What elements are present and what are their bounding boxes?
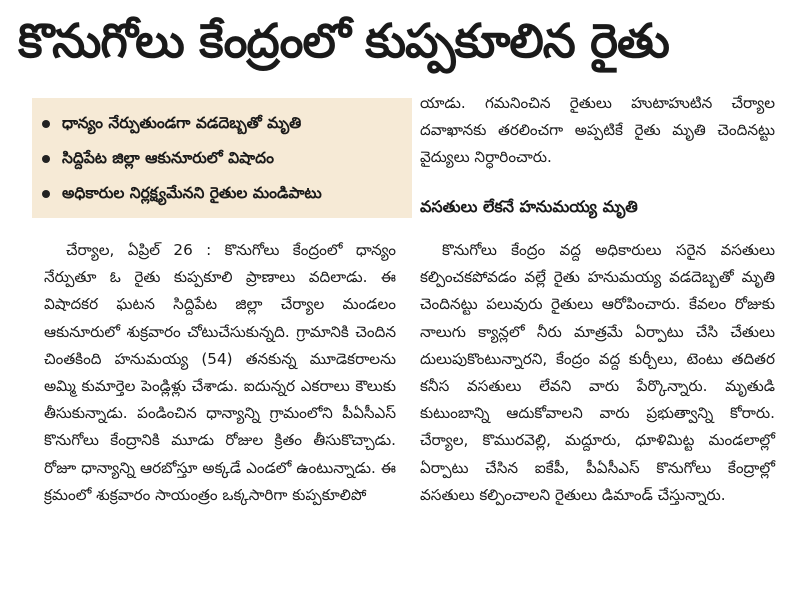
highlight-item xyxy=(42,106,412,141)
article-paragraph: యాడు. గమనించిన రైతులు హుటాహుటిన చేర్యాల దవాఖానకు తరలించగా అప్పటికే రైతు మృతి చెందినట్టు వైద్యులు నిర్ధారించారు. xyxy=(420,94,775,167)
bullet-icon xyxy=(42,155,50,163)
article-paragraph: కొనుగోలు కేంద్రం వద్ద అధికారులు సరైన వసతులు కల్పించకపోవడం వల్లే రైతు హనుమయ్య వడదెబ్బతో మృతి చెందినట్టు పలువురు రైతులు ఆరోపించారు. కేవలం రోజుకు నాలుగు క్యాన్లలో నీరు మాత్రమే ఏర్పాటు చేసి చేతులు దులుపుకొంటున్నారని, కేంద్రం వద్ద కుర్చీలు, టెంటు తదితర కనీస వసతులు లేవని వారు పేర్కొన్నారు. మృతుడి కుటుంబాన్ని ఆదుకోవాలని వారు ప్రభుత్వాన్ని కోరారు. చేర్యాల, కొమురవెల్లి, మద్దూరు, ధూళిమిట్ట మండలాల్లో ఏర్పాటు చేసిన ఐకేపీ, పీఏసీఎస్ కొనుగోలు కేంద్రాల్లో వసతులు కల్పించాలని రైతులు డిమాండ్ చేస్తున్నారు. xyxy=(420,241,775,504)
highlights-box xyxy=(32,98,412,218)
highlight-item xyxy=(42,141,412,176)
article-column-right-bottom xyxy=(420,237,775,509)
highlight-text: అధికారుల నిర్లక్ష్యమేనని రైతుల మండిపాటు xyxy=(62,184,322,202)
bullet-icon xyxy=(42,190,50,198)
bullet-icon xyxy=(42,120,50,128)
headline: కొనుగోలు కేంద్రంలో కుప్పకూలిన రైతు xyxy=(18,14,669,69)
subheading: వసతులు లేకనే హనుమయ్య మృతి xyxy=(420,197,638,216)
article-paragraph: చేర్యాల, ఏప్రిల్ 26 : కొనుగోలు కేంద్రంలో ధాన్యం నేర్పుతూ ఓ రైతు కుప్పకూలి ప్రాణాలు వదిలాడు. ఈ విషాదకర ఘటన సిద్దిపేట జిల్లా చేర్యాల మండలం ఆకునూరులో శుక్రవారం చోటుచేసుకున్నది. గ్రామానికి చెందిన చింతకింది హనుమయ్య (54) తనకున్న మూడెకరాలను అమ్మి కుమార్తెల పెండ్లిళ్లు చేశాడు. ఐదున్నర ఎకరాలు కౌలుకు తీసుకున్నాడు. పండించిన ధాన్యాన్ని గ్రామంలోని పీఏసీఎస్ కొనుగోలు కేంద్రానికి మూడు రోజుల క్రితం తీసుకొచ్చాడు. రోజూ ధాన్యాన్ని ఆరబోస్తూ అక్కడే ఎండలో ఉంటున్నాడు. ఈ క్రమంలో శుక్రవారం సాయంత్రం ఒక్కసారిగా కుప్పకూలిపో xyxy=(44,241,396,504)
article-column-left xyxy=(44,237,396,509)
highlight-text: ధాన్యం నేర్పుతుండగా వడదెబ్బతో మృతి xyxy=(62,114,302,132)
highlight-item xyxy=(42,176,412,211)
highlight-text: సిద్దిపేట జిల్లా ఆకునూరులో విషాదం xyxy=(62,149,274,167)
article-column-right-top xyxy=(420,90,775,172)
highlights-list xyxy=(32,98,412,211)
